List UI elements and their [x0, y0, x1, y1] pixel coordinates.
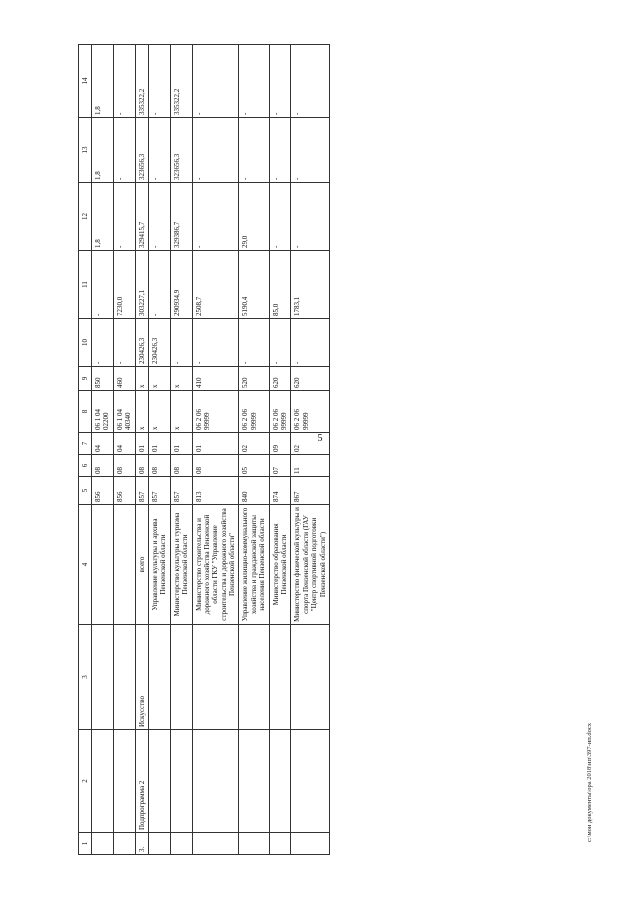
table-cell-c4: Министерство строительства и дорожного хозяйства Пензенской области ГКУ "Управление строительства и дорожного хозяйства Пензенской области": [192, 505, 239, 625]
table-cell-c7: 01: [135, 433, 148, 455]
table-cell-c10: -: [291, 319, 330, 367]
table-cell-c7: 01: [170, 433, 192, 455]
table-cell-c8: 06 2 06 99999: [291, 391, 330, 433]
table-cell-c9: x: [135, 367, 148, 391]
table-cell-c11: -: [148, 251, 170, 319]
table-cell-c13: -: [192, 118, 239, 183]
rotated-table-container: [78, 45, 583, 855]
table-cell-c7: 04: [113, 433, 135, 455]
table-cell-c3: [170, 625, 192, 730]
table-cell-c14: -: [269, 45, 291, 118]
table-cell-c8: x: [148, 391, 170, 433]
footer-file-path: c:\мои документы\ора 2018\ип\397-ип.docx: [586, 723, 593, 842]
table-cell-c10: 230426,3: [148, 319, 170, 367]
table-cell-c8: x: [170, 391, 192, 433]
page-number: 5: [317, 433, 323, 444]
table-cell-c4: [113, 505, 135, 625]
header-cell: 12: [79, 183, 92, 251]
table-cell-c1: [239, 833, 269, 855]
table-cell-c11: 5190,4: [239, 251, 269, 319]
table-row: [148, 45, 170, 855]
table-cell-c12: 1,8: [92, 183, 114, 251]
budget-table: [78, 44, 330, 855]
table-cell-c4: Управление культуры и архива Пензенской области: [148, 505, 170, 625]
table-cell-c9: 410: [192, 367, 239, 391]
header-cell: 2: [79, 730, 92, 833]
table-cell-c10: 230426,3: [135, 319, 148, 367]
table-cell-c11: 7230,0: [113, 251, 135, 319]
table-cell-c14: 1,8: [92, 45, 114, 118]
table-cell-c13: 323656,3: [135, 118, 148, 183]
table-cell-c1: [269, 833, 291, 855]
table-cell-c13: 323656,3: [170, 118, 192, 183]
table-row: [269, 45, 291, 855]
header-cell: 11: [79, 251, 92, 319]
table-cell-c11: 1783,1: [291, 251, 330, 319]
table-cell-c11: 303227,1: [135, 251, 148, 319]
table-cell-c1: 3.: [135, 833, 148, 855]
table-cell-c2: [92, 730, 114, 833]
table-cell-c1: [92, 833, 114, 855]
table-cell-c1: [291, 833, 330, 855]
table-cell-c5: 856: [113, 477, 135, 505]
header-row: [79, 45, 92, 855]
header-cell: 13: [79, 118, 92, 183]
table-cell-c11: 85,0: [269, 251, 291, 319]
table-row: [192, 45, 239, 855]
table-cell-c1: [148, 833, 170, 855]
table-cell-c9: 620: [291, 367, 330, 391]
table-cell-c9: x: [148, 367, 170, 391]
table-cell-c3: [291, 625, 330, 730]
table-cell-c14: 335322,2: [135, 45, 148, 118]
table-row: [291, 45, 330, 855]
table-cell-c9: x: [170, 367, 192, 391]
table-cell-c5: 874: [269, 477, 291, 505]
table-cell-c3: [239, 625, 269, 730]
table-cell-c10: -: [170, 319, 192, 367]
table-body: [92, 45, 330, 855]
table-cell-c14: 335322,2: [170, 45, 192, 118]
table-cell-c10: -: [192, 319, 239, 367]
table-cell-c4: [92, 505, 114, 625]
table-cell-c1: [113, 833, 135, 855]
table-cell-c10: -: [269, 319, 291, 367]
table-cell-c11: 290934,9: [170, 251, 192, 319]
header-cell: 9: [79, 367, 92, 391]
header-cell: 6: [79, 455, 92, 477]
table-cell-c3: Искусство: [135, 625, 148, 730]
table-cell-c6: 08: [170, 455, 192, 477]
header-cell: 8: [79, 391, 92, 433]
table-cell-c10: -: [239, 319, 269, 367]
table-cell-c8: 06 1 04 40340: [113, 391, 135, 433]
table-cell-c13: -: [291, 118, 330, 183]
table-cell-c12: -: [192, 183, 239, 251]
table-cell-c1: [192, 833, 239, 855]
table-cell-c12: -: [148, 183, 170, 251]
table-cell-c3: [148, 625, 170, 730]
table-cell-c14: -: [192, 45, 239, 118]
table-cell-c13: -: [269, 118, 291, 183]
table-cell-c3: [269, 625, 291, 730]
table-cell-c12: -: [291, 183, 330, 251]
table-cell-c3: [92, 625, 114, 730]
table-cell-c7: 01: [192, 433, 239, 455]
table-cell-c12: 329415,7: [135, 183, 148, 251]
table-cell-c8: 06 2 06 99999: [192, 391, 239, 433]
table-cell-c8: 06 2 06 99999: [239, 391, 269, 433]
table-cell-c10: -: [113, 319, 135, 367]
table-cell-c5: 857: [135, 477, 148, 505]
table-cell-c6: 07: [269, 455, 291, 477]
table-cell-c8: x: [135, 391, 148, 433]
table-cell-c4: Министерство культуры и туризма Пензенской области: [170, 505, 192, 625]
table-cell-c13: -: [148, 118, 170, 183]
table-cell-c5: 857: [170, 477, 192, 505]
table-cell-c5: 857: [148, 477, 170, 505]
table-cell-c12: -: [113, 183, 135, 251]
table-row: [170, 45, 192, 855]
table-cell-c12: 29,0: [239, 183, 269, 251]
table-cell-c5: 867: [291, 477, 330, 505]
table-row: [135, 45, 148, 855]
table-cell-c8: 06 2 06 99999: [269, 391, 291, 433]
table-cell-c5: 856: [92, 477, 114, 505]
table-cell-c14: -: [113, 45, 135, 118]
table-cell-c12: -: [269, 183, 291, 251]
table-cell-c6: 08: [148, 455, 170, 477]
table-row: [239, 45, 269, 855]
table-cell-c13: -: [239, 118, 269, 183]
table-cell-c4: Управление жилищно-коммунального хозяйства и гражданской защиты населения Пензенской области: [239, 505, 269, 625]
header-cell: 1: [79, 833, 92, 855]
table-cell-c2: Подпрограмма 2: [135, 730, 148, 833]
table-cell-c7: 01: [148, 433, 170, 455]
table-cell-c7: 09: [269, 433, 291, 455]
header-cell: 5: [79, 477, 92, 505]
table-cell-c4: всего: [135, 505, 148, 625]
table-cell-c3: [113, 625, 135, 730]
table-cell-c2: [291, 730, 330, 833]
table-cell-c6: 11: [291, 455, 330, 477]
table-cell-c6: 05: [239, 455, 269, 477]
table-cell-c6: 08: [192, 455, 239, 477]
table-cell-c14: -: [291, 45, 330, 118]
header-cell: 3: [79, 625, 92, 730]
table-cell-c14: -: [239, 45, 269, 118]
table-cell-c2: [170, 730, 192, 833]
table-cell-c2: [269, 730, 291, 833]
table-cell-c2: [148, 730, 170, 833]
table-cell-c2: [113, 730, 135, 833]
table-cell-c13: -: [113, 118, 135, 183]
table-cell-c13: 1,8: [92, 118, 114, 183]
table-row: [113, 45, 135, 855]
header-cell: 14: [79, 45, 92, 118]
table-cell-c14: -: [148, 45, 170, 118]
header-cell: 7: [79, 433, 92, 455]
table-cell-c7: 02: [291, 433, 330, 455]
table-cell-c5: 840: [239, 477, 269, 505]
table-cell-c6: 08: [135, 455, 148, 477]
table-cell-c1: [170, 833, 192, 855]
table-cell-c9: 850: [92, 367, 114, 391]
table-cell-c9: 460: [113, 367, 135, 391]
header-cell: 10: [79, 319, 92, 367]
table-cell-c4: Министерство образования Пензенской области: [269, 505, 291, 625]
table-cell-c5: 813: [192, 477, 239, 505]
table-cell-c8: 06 1 04 02200: [92, 391, 114, 433]
table-cell-c4: Министерство физической культуры и спорта Пензенской области (ГАУ "Центр спортивной подготовки Пензенской области"): [291, 505, 330, 625]
table-cell-c9: 520: [239, 367, 269, 391]
table-cell-c11: -: [92, 251, 114, 319]
table-cell-c3: [192, 625, 239, 730]
table-cell-c2: [192, 730, 239, 833]
table-cell-c9: 620: [269, 367, 291, 391]
table-cell-c11: 2508,7: [192, 251, 239, 319]
table-cell-c2: [239, 730, 269, 833]
table-cell-c6: 08: [113, 455, 135, 477]
table-row: [92, 45, 114, 855]
table-cell-c10: -: [92, 319, 114, 367]
table-cell-c7: 04: [92, 433, 114, 455]
table-cell-c6: 08: [92, 455, 114, 477]
table-cell-c7: 02: [239, 433, 269, 455]
header-cell: 4: [79, 505, 92, 625]
table-cell-c12: 329386,7: [170, 183, 192, 251]
